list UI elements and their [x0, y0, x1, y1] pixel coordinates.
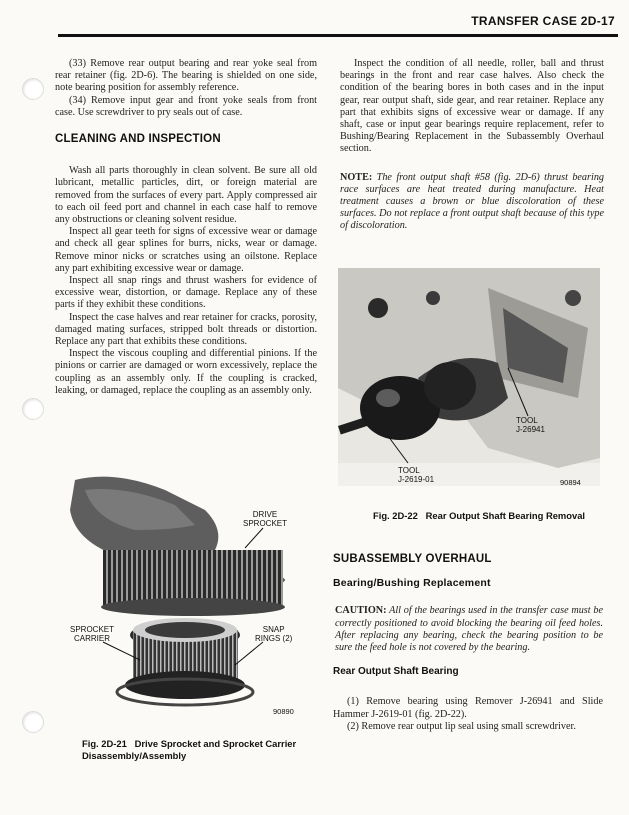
right-column-bottom — [333, 553, 603, 733]
caption-text: Drive Sprocket and Sprocket Carrier Disassembly/Assembly — [82, 738, 297, 761]
figure-number-90894: 90894 — [560, 478, 581, 486]
step-2: (2) Remove rear output lip seal using small screwdriver. — [347, 720, 576, 732]
step-1: (1) Remove bearing using Remover J-26941 and Slide Hammer J-2619-01 (fig. 2D-22). — [333, 696, 603, 720]
header-rule — [58, 34, 618, 37]
figure-2d-21-caption — [82, 738, 312, 762]
figure-2d-21-photo — [55, 470, 315, 720]
caution-label: CAUTION: — [335, 605, 387, 617]
caption-number: Fig. 2D-21 — [82, 738, 127, 749]
rear-output-bearing-heading: Rear Output Shaft Bearing — [333, 666, 459, 678]
cleaning-paragraph: Wash all parts thoroughly in clean solvent. Be sure all old lubricant, metallic particles, dirt, or foreign material are removed from the surfaces of every part. Apply compressed air to each oil feed port and channel in each case half to remove any obstructions or cleaning solvent residue. — [55, 165, 317, 226]
binder-hole-bottom — [22, 711, 44, 733]
drive-sprocket-illustration — [55, 470, 315, 720]
note-label: NOTE: — [340, 171, 373, 183]
right-column-top — [340, 58, 604, 233]
caution-block — [333, 605, 603, 654]
inspection-paragraph: Inspect the condition of all needle, roller, ball and thrust bearings in the front and rear case halves. Also check the condition of the bearing bores in both cases and in the input gear, rear output shaft, side gear, and rear retainer. Replace any part that exhibits signs of excessive wear or damage. If any shaft, case or input gear bearings require replacement, refer to Bushing/Bearing Replacement in the Subassembly Overhaul section. — [340, 58, 604, 155]
figure-number-90890: 90890 — [273, 707, 294, 716]
label-tool-j26941: TOOL J-26941 — [516, 416, 545, 434]
step-33: (33) Remove rear output bearing and rear yoke seal from rear retainer (fig. 2D-6). The bearing is shielded on one side, note bearing position for assembly reference. — [55, 58, 317, 94]
cleaning-paragraph: Inspect the case halves and rear retainer for cracks, porosity, damaged mating surfaces, stripped bolt threads or distortion. Replace any part that exhibits these conditions. — [55, 311, 317, 348]
subassembly-overhaul-heading: SUBASSEMBLY OVERHAUL — [333, 553, 492, 565]
note-block — [340, 172, 604, 233]
bearing-bushing-heading: Bearing/Bushing Replacement — [333, 577, 491, 590]
binder-hole-middle — [22, 398, 44, 420]
label-snap-rings: SNAP RINGS (2) — [255, 625, 293, 643]
label-sprocket-carrier: SPROCKET CARRIER — [70, 625, 115, 643]
cleaning-inspection-heading: CLEANING AND INSPECTION — [55, 133, 221, 146]
cleaning-paragraph: Inspect the viscous coupling and differential pinions. If the pinions or carrier are damaged or worn excessively, replace the coupling as an assembly only. If the coupling is cracked, leaking, or damaged, replace the coupling as an assembly only. — [55, 348, 317, 396]
figure-2d-22-caption: Fig. 2D-22 Rear Output Shaft Bearing Removal — [373, 510, 586, 521]
caution-text: All of the bearings used in the transfer case must be correctly positioned to avoid blocking the bearing oil feed holes. After replacing any bearing, check the bearing position to be sure the feed hole is not covered by the bearing. — [335, 605, 603, 654]
left-column — [55, 58, 317, 397]
label-tool-j261901: TOOL J-2619-01 — [398, 466, 435, 484]
step-34: (34) Remove input gear and front yoke seals from front case. Use screwdriver to pry seals out of case. — [55, 94, 317, 118]
cleaning-paragraph: Inspect all snap rings and thrust washers for evidence of excessive wear, distortion, or damage. Replace any of these parts if they exhibit these conditions. — [55, 275, 317, 311]
cleaning-paragraph: Inspect all gear teeth for signs of excessive wear or damage and check all gear splines for burrs, nicks, wear or damage. Remove minor nicks or scratches using an oilstone. Replace any part exhibiting excessive wear or damage. — [55, 226, 317, 274]
label-drive-sprocket: DRIVE SPROCKET — [243, 510, 288, 528]
figure-2d-22-photo — [338, 268, 600, 486]
page-header-title: TRANSFER CASE 2D-17 — [471, 14, 615, 28]
note-text: The front output shaft #58 (fig. 2D-6) thrust bearing race surfaces are heat treated during manufacture. Heat treatment causes a brown or blue discoloration of these surfaces. Do not replace a front output shaft because of this type of discoloration. — [340, 171, 605, 232]
bearing-removal-illustration — [338, 268, 600, 486]
binder-hole-top — [22, 78, 44, 100]
